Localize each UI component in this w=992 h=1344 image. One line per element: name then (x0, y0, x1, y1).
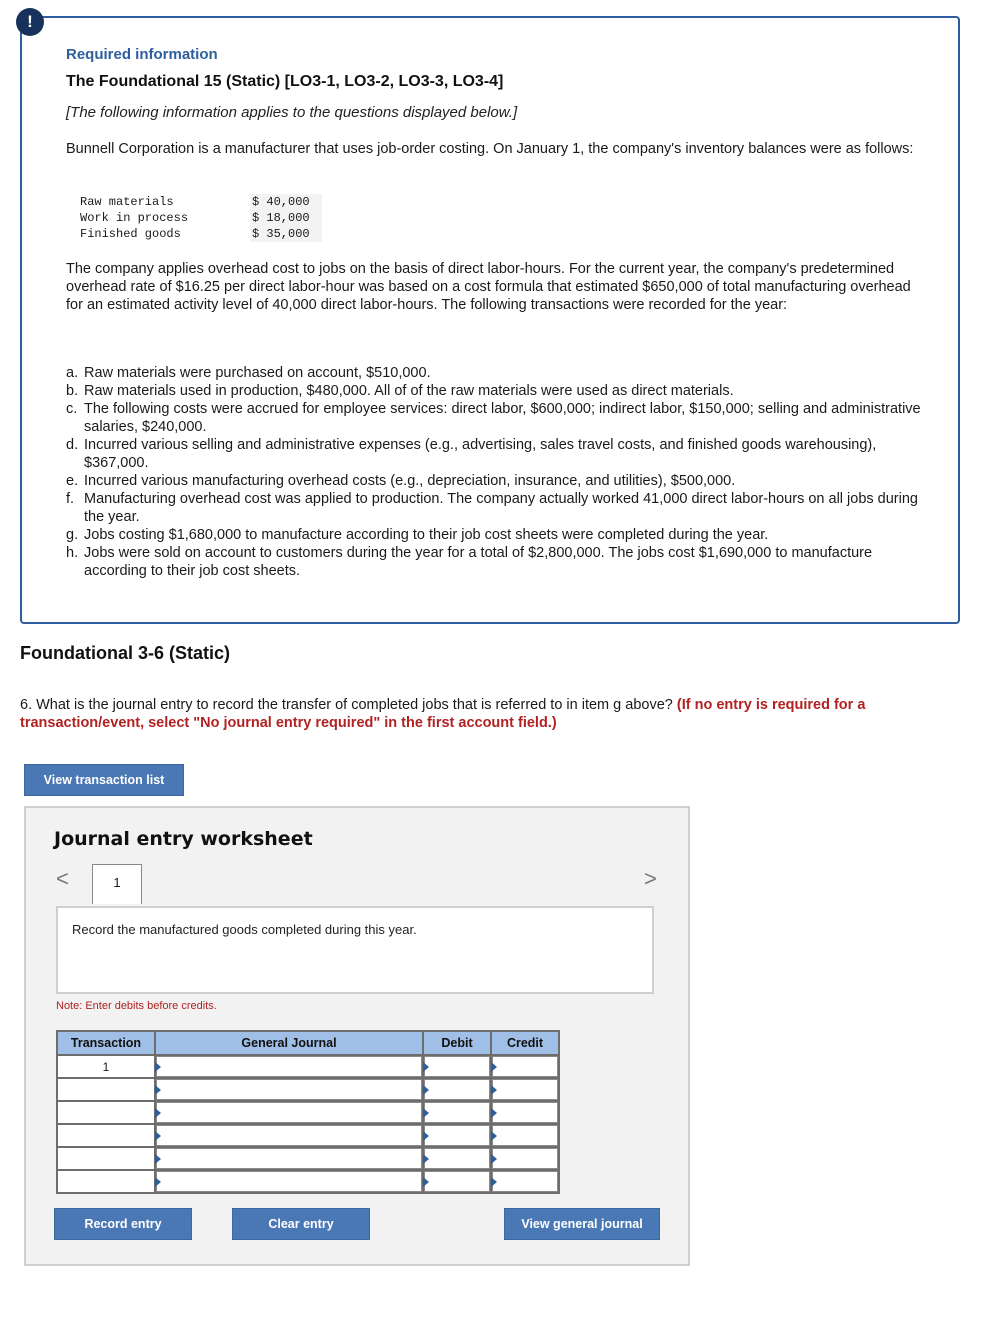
credit-cell (491, 1124, 559, 1147)
transaction-text: Raw materials were purchased on account, $510,000. (84, 365, 431, 381)
transaction-letter: f. (66, 491, 75, 507)
question-prompt: 6. What is the journal entry to record the transfer of completed jobs that is referred to in item g above? (20, 697, 673, 713)
dropdown-caret-icon (155, 1154, 161, 1164)
inventory-row (78, 210, 322, 226)
transaction-text: Raw materials used in production, $480,000. All of of the raw materials were used as direct materials. (84, 383, 734, 399)
journal-table (56, 1030, 560, 1194)
transaction-text: Incurred various manufacturing overhead costs (e.g., depreciation, insurance, and utilities), $500,000. (84, 473, 736, 489)
question-text (20, 696, 950, 732)
table-row (57, 1124, 559, 1147)
journal-entry-worksheet (24, 806, 690, 1266)
credit-input[interactable] (492, 1056, 558, 1077)
table-row (57, 1078, 559, 1101)
debit-input[interactable] (424, 1079, 490, 1100)
section-title: Foundational 3-6 (Static) (20, 643, 231, 663)
transaction-cell (57, 1170, 155, 1193)
col-header-credit: Credit (491, 1031, 559, 1055)
credit-input[interactable] (492, 1102, 558, 1123)
dropdown-caret-icon (423, 1062, 429, 1072)
credit-cell (491, 1147, 559, 1170)
dropdown-caret-icon (155, 1085, 161, 1095)
transaction-cell (57, 1124, 155, 1147)
table-row (57, 1101, 559, 1124)
credit-input[interactable] (492, 1148, 558, 1169)
dropdown-caret-icon (491, 1154, 497, 1164)
required-info-panel (20, 16, 960, 624)
chevron-left-icon[interactable]: < (56, 866, 69, 891)
debit-input[interactable] (424, 1125, 490, 1146)
account-select[interactable] (156, 1056, 422, 1077)
transaction-letter: h. (66, 545, 79, 561)
credit-input[interactable] (492, 1079, 558, 1100)
tab-entry-1[interactable]: 1 (92, 864, 142, 904)
worksheet-title: Journal entry worksheet (54, 828, 313, 850)
account-select[interactable] (156, 1102, 422, 1123)
account-select[interactable] (156, 1148, 422, 1169)
debit-input[interactable] (424, 1171, 490, 1192)
credit-input[interactable] (492, 1171, 558, 1192)
dropdown-caret-icon (423, 1131, 429, 1141)
inventory-label: Work in process (80, 211, 189, 225)
credit-cell (491, 1170, 559, 1193)
dropdown-caret-icon (491, 1177, 497, 1187)
alert-icon: ! (16, 8, 44, 36)
account-select[interactable] (156, 1079, 422, 1100)
dropdown-caret-icon (423, 1085, 429, 1095)
col-header-transaction: Transaction (57, 1031, 155, 1055)
credit-input[interactable] (492, 1125, 558, 1146)
clear-entry-button[interactable]: Clear entry (232, 1208, 370, 1240)
account-select[interactable] (156, 1171, 422, 1192)
debit-input[interactable] (424, 1148, 490, 1169)
transaction-letter: e. (66, 473, 79, 489)
credit-cell (491, 1078, 559, 1101)
dropdown-caret-icon (155, 1177, 161, 1187)
table-row (57, 1055, 559, 1078)
inventory-table (78, 194, 322, 242)
transaction-letter: c. (66, 401, 78, 417)
debit-cell (423, 1147, 491, 1170)
account-cell (155, 1101, 423, 1124)
transaction-item (66, 526, 926, 544)
question-instruction: (If no entry is required for a transaction/event, select "No journal entry required" in the first account field.) (20, 697, 866, 731)
transaction-text: The following costs were accrued for employee services: direct labor, $600,000; indirect labor, $150,000; selling and administrative salaries, $240,000. (84, 401, 921, 435)
dropdown-caret-icon (423, 1177, 429, 1187)
dropdown-caret-icon (491, 1062, 497, 1072)
inventory-value: $ 35,000 (250, 226, 322, 242)
transaction-cell (57, 1078, 155, 1101)
info-note: [The following information applies to the questions displayed below.] (66, 104, 518, 121)
debit-input[interactable] (424, 1102, 490, 1123)
transaction-list (66, 364, 926, 580)
inventory-label: Raw materials (80, 195, 174, 209)
account-cell (155, 1055, 423, 1078)
transaction-cell (57, 1147, 155, 1170)
transaction-item (66, 400, 926, 436)
dropdown-caret-icon (155, 1131, 161, 1141)
transaction-item (66, 544, 926, 580)
transaction-text: Manufacturing overhead cost was applied to production. The company actually worked 41,000 direct labor-hours on all jobs during the year. (84, 491, 918, 525)
inventory-value: $ 40,000 (250, 194, 322, 210)
debit-cell (423, 1078, 491, 1101)
entry-description: Record the manufactured goods completed during this year. (56, 906, 654, 994)
dropdown-caret-icon (155, 1108, 161, 1118)
debit-input[interactable] (424, 1056, 490, 1077)
transaction-cell (57, 1101, 155, 1124)
transaction-text: Jobs were sold on account to customers during the year for a total of $2,800,000. The jobs cost $1,690,000 to manufacture according to their job cost sheets. (84, 545, 873, 579)
transaction-letter: g. (66, 527, 79, 543)
dropdown-caret-icon (491, 1131, 497, 1141)
transaction-item (66, 382, 926, 400)
inventory-value: $ 18,000 (250, 210, 322, 226)
transaction-item (66, 490, 926, 526)
transaction-text: Jobs costing $1,680,000 to manufacture according to their job cost sheets were completed during the year. (84, 527, 769, 543)
account-cell (155, 1124, 423, 1147)
view-general-journal-button[interactable]: View general journal (504, 1208, 660, 1240)
transaction-letter: b. (66, 383, 79, 399)
overhead-paragraph: The company applies overhead cost to jobs on the basis of direct labor-hours. For the current year, the company's predetermined overhead rate of $16.25 per direct labor-hour was based on a cost formula that estimated $650,000 of total manufacturing overhead for an estimated activity level of 40,000 direct labor-hours. The following transactions were recorded for the year: (66, 261, 911, 313)
col-header-debit: Debit (423, 1031, 491, 1055)
inventory-row (78, 226, 322, 242)
dropdown-caret-icon (155, 1062, 161, 1072)
debit-credit-note: Note: Enter debits before credits. (56, 1000, 217, 1012)
table-row (57, 1147, 559, 1170)
inventory-label: Finished goods (80, 227, 181, 241)
account-cell (155, 1147, 423, 1170)
col-header-general-journal: General Journal (155, 1031, 423, 1055)
dropdown-caret-icon (491, 1085, 497, 1095)
debit-cell (423, 1124, 491, 1147)
problem-title: The Foundational 15 (Static) [LO3-1, LO3-2, LO3-3, LO3-4] (66, 73, 504, 90)
dropdown-caret-icon (491, 1108, 497, 1118)
credit-cell (491, 1101, 559, 1124)
transaction-cell: 1 (57, 1055, 155, 1078)
required-info-label: Required information (66, 46, 218, 63)
dropdown-caret-icon (423, 1108, 429, 1118)
record-entry-button[interactable]: Record entry (54, 1208, 192, 1240)
intro-paragraph: Bunnell Corporation is a manufacturer that uses job-order costing. On January 1, the company's inventory balances were as follows: (66, 141, 914, 157)
chevron-right-icon[interactable]: > (644, 866, 657, 891)
inventory-row (78, 194, 322, 210)
account-cell (155, 1078, 423, 1101)
dropdown-caret-icon (423, 1154, 429, 1164)
account-cell (155, 1170, 423, 1193)
transaction-text: Incurred various selling and administrative expenses (e.g., advertising, sales travel costs, and finished goods warehousing), $367,000. (84, 437, 877, 471)
transaction-item (66, 472, 926, 490)
account-select[interactable] (156, 1125, 422, 1146)
debit-cell (423, 1101, 491, 1124)
transaction-item (66, 364, 926, 382)
table-row (57, 1170, 559, 1193)
transaction-item (66, 436, 926, 472)
debit-cell (423, 1055, 491, 1078)
debit-cell (423, 1170, 491, 1193)
transaction-letter: a. (66, 365, 79, 381)
view-transaction-list-button[interactable]: View transaction list (24, 764, 184, 796)
transaction-letter: d. (66, 437, 79, 453)
credit-cell (491, 1055, 559, 1078)
